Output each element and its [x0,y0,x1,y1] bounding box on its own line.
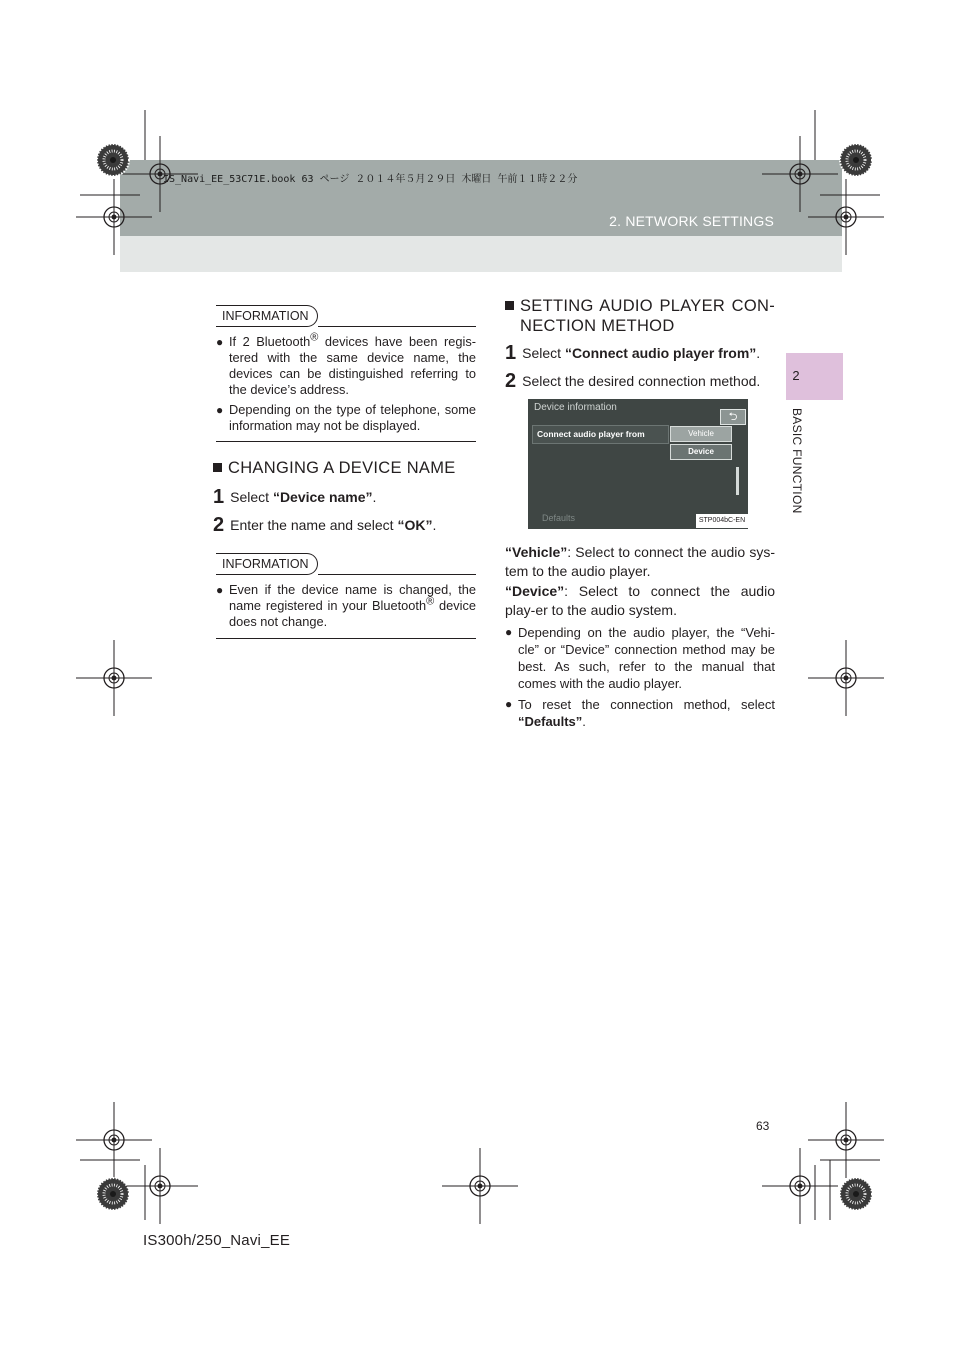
registration-mark [808,640,884,716]
image-code: STP004bC-EN [696,514,748,528]
bullet-icon: ● [505,625,513,639]
vehicle-option-button[interactable]: Vehicle [670,426,732,442]
info-bullet: ● Depending on the type of telephone, some information may not be displayed. [216,402,476,433]
chapter-label: BASIC FUNCTION [790,408,804,514]
trim-lines [80,110,880,1220]
step: 2 Select the desired connection method. [505,370,761,392]
step: 1 Select “Device name”. [213,486,377,508]
chapter-number: 2 [792,368,800,383]
note: ● Depending on the audio player, the “Vehi-cle” or “Device” connection method may be best. As such, refer to the manual that comes with the audio player. [505,625,775,691]
star-target [97,144,129,176]
info-bullet: ● Even if the device name is changed, the name registered in your Bluetooth® device does not change. [216,582,477,629]
registration-mark [122,136,198,212]
registration-mark [762,1148,838,1224]
print-stamp: IS_Navi_EE_53C71E.book 63 ページ ２０１４年５月２９日 木曜日 午前１１時２２分 [163,174,578,185]
screen-title: Device information [534,402,617,413]
registration-mark [76,640,152,716]
bullet-icon: ● [216,583,224,597]
step: 1 Select “Connect audio player from”. [505,342,761,364]
registration-mark [442,1148,518,1224]
back-icon[interactable]: ⮌ [720,409,746,425]
registration-mark [808,179,884,255]
star-target [840,1178,872,1210]
information-badge: INFORMATION [216,305,318,327]
star-target [840,144,872,176]
section-heading: SETTING AUDIO PLAYER CON- NECTION METHOD [505,296,775,336]
step: 2 Enter the name and select “OK”. [213,514,437,536]
defaults-button[interactable]: Defaults [542,513,576,523]
device-option-button[interactable]: Device [670,444,732,460]
info-bullet: ● If 2 Bluetooth® devices have been regis-tered with the same device name, the devices can be distinguished referring to the device’s address. [216,331,476,397]
star-target [97,1178,129,1210]
bullet-icon: ● [505,697,513,711]
definition-device: “Device”: Select to connect the audio play-er to the audio system. [505,583,775,618]
registration-mark [122,1148,198,1224]
connect-audio-player-label: Connect audio player from [537,429,645,439]
bullet-icon: ● [216,403,224,417]
page-number: 63 [756,1119,770,1133]
registration-mark [762,136,838,212]
definition-vehicle: “Vehicle”: Select to connect the audio sys-tem to the audio player. [505,544,775,579]
registration-mark [76,179,152,255]
running-title: 2. NETWORK SETTINGS [609,213,774,229]
section-heading: CHANGING A DEVICE NAME [213,458,478,478]
footer-model: IS300h/250_Navi_EE [143,1232,291,1249]
registration-mark [76,1102,152,1178]
bullet-icon: ● [216,335,224,349]
registration-mark [808,1102,884,1178]
note: ● To reset the connection method, select “Defaults”. [505,697,775,729]
information-badge: INFORMATION [216,553,318,575]
